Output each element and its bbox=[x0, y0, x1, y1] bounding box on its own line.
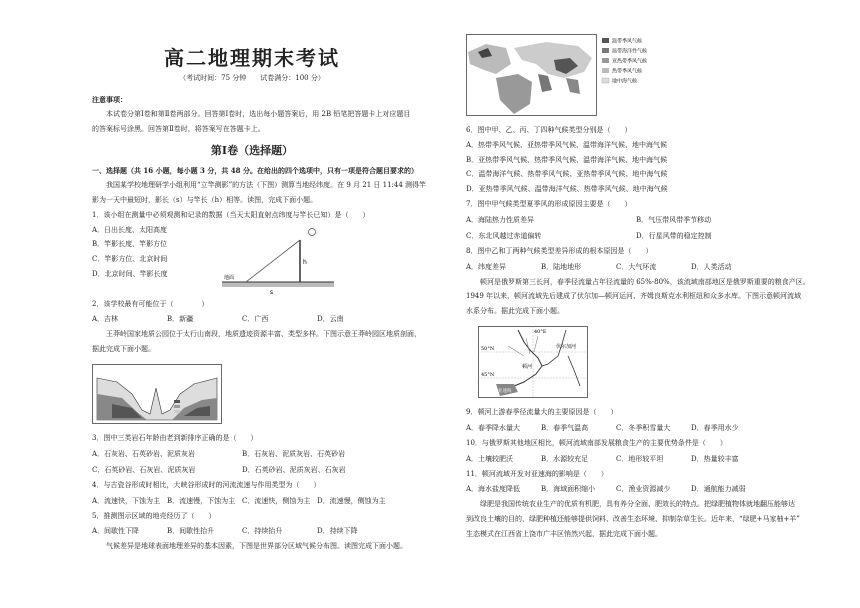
q9-option-a: A．春季降水量大 bbox=[466, 423, 521, 432]
legend-label-1: 温带季风气候 bbox=[612, 38, 643, 45]
q1-option-a: A．日出长度、太阳高度 bbox=[92, 225, 168, 234]
label-s: s bbox=[269, 288, 273, 296]
q1-option-d: D．北京时间、竿影长度 bbox=[92, 269, 168, 278]
legend-swatch-1 bbox=[602, 38, 609, 43]
q5-stem: 5．推测图示区域的地壳经历了（ ） bbox=[92, 511, 216, 520]
q2-options bbox=[92, 314, 412, 324]
q11-option-c: C．渔业资源减少 bbox=[616, 485, 671, 494]
q10-option-c: C．地形较平坦 bbox=[616, 454, 664, 463]
q5-option-d: D．持续下降 bbox=[317, 527, 358, 536]
q11-option-b: B．海域面积缩小 bbox=[541, 485, 596, 494]
q3-option-d: D．石英砂岩、泥质灰岩、石灰岩 bbox=[242, 465, 346, 474]
q11-option-a: A．海水盐度降低 bbox=[466, 485, 521, 494]
q5-options bbox=[92, 526, 412, 536]
q10-stem: 10．与俄罗斯其他地区相比，顿河流域南部发展粮食生产的主要优势条件是（ ） bbox=[466, 438, 727, 447]
don-river-map bbox=[478, 326, 588, 398]
legend-label-5: 地中海气候 bbox=[612, 78, 638, 85]
q6-option-d: D．亚热带季风气候、温带海洋气候、热带季风气候、地中海气候 bbox=[466, 185, 668, 194]
q10-option-d: D．热量较丰富 bbox=[691, 454, 739, 463]
sun-ray bbox=[246, 240, 300, 282]
geologic-profile-figure bbox=[92, 364, 222, 424]
world-climate-map bbox=[466, 34, 676, 116]
q8-option-b: B．陆地地形 bbox=[541, 262, 582, 271]
q4-options bbox=[92, 496, 412, 506]
q8-option-a: A．纬度差异 bbox=[466, 262, 507, 271]
q7-options-row1 bbox=[466, 215, 840, 225]
q3-stem: 3．图中三类岩石年龄由老到新排序正确的是（ ） bbox=[92, 433, 258, 442]
q10-options bbox=[466, 454, 840, 464]
q9-stem: 9．顿河上游春季径流量大的主要原因是（ ） bbox=[466, 407, 618, 416]
passage3: 气候差异是地球表面地理差异的基本因素，下图是世界部分区域气候分布图。读图完成下面小题。 bbox=[106, 542, 407, 551]
passage5-line2: 到改良土壤的目的，绿肥种植还能够提供饲料、改善生态环境、抑制杂草生长。近年来，“绿肥+马家柚+羊” bbox=[466, 515, 800, 524]
q2-stem: 2．该学校最有可能位于（ ） bbox=[92, 299, 209, 308]
q4-option-a: A．流速快，下蚀为主 bbox=[92, 496, 161, 505]
fig4-label-6: 亚速海 bbox=[498, 388, 512, 394]
q5-option-c: C．持续抬升 bbox=[242, 527, 283, 536]
passage1-line1: 我国某学校地理研学小组利用“立竿测影”的方法（下图）测算当地经纬度。在 9 月 21 日 11:44 测得竿 bbox=[106, 181, 427, 190]
legend-label-4: 热带季风气候 bbox=[612, 68, 643, 75]
q10-option-b: B．水源较充足 bbox=[541, 454, 589, 463]
section1-instruction: 一、选择题（共 16 小题，每小题 3 分，共 48 分。在给出的四个选项中，只有一项是符合题目要求的） bbox=[92, 166, 418, 176]
q8-option-c: C．大气环流 bbox=[616, 262, 657, 271]
q10-option-a: A．土壤较肥沃 bbox=[466, 454, 514, 463]
label-h: h bbox=[302, 258, 307, 266]
fig4-label-1: 40°E bbox=[534, 328, 547, 335]
passage2-line1: 王莽岭国家地质公园位于太行山南段，地质遗迹资源丰富、类型多样。下图示意王莽岭园区地质剖面， bbox=[106, 330, 421, 339]
exam-subtitle: （考试时间：75 分钟 试卷满分：100 分） bbox=[179, 74, 325, 82]
q2-option-a: A．吉林 bbox=[92, 315, 119, 324]
q5-option-b: B．间歇性抬升 bbox=[167, 527, 215, 536]
q7-option-a: A．海陆热力性质差异 bbox=[466, 215, 535, 224]
q3-options-row2 bbox=[92, 465, 412, 475]
pole-shadow-figure bbox=[212, 226, 342, 300]
fig4-label-4: 顿河 bbox=[522, 363, 533, 370]
exam-title: 高二地理期末考试 bbox=[164, 46, 340, 70]
q6-option-c: C．温带海洋气候、热带季风气候、亚热带季风气候、地中海气候 bbox=[466, 170, 668, 179]
fig4-label-3: 45°N bbox=[481, 371, 495, 378]
passage5-line3: 生态模式在江西省上饶市广丰区悄然兴起，据此完成下面小题。 bbox=[466, 529, 662, 538]
q8-options bbox=[466, 262, 840, 272]
sun-icon bbox=[308, 228, 315, 235]
q8-stem: 8．图中乙和丁两种气候类型差异形成的根本原因是（ ） bbox=[466, 246, 653, 255]
q4-stem: 4．与古瓷谷形成时相比，大峡谷形成时的河流流速与作用类型为（ ） bbox=[92, 480, 321, 489]
q9-option-c: C．冬季积雪量大 bbox=[616, 423, 671, 432]
q7-option-c: C．东北风越过赤道偏转 bbox=[466, 231, 542, 240]
passage4-line2: 1949 年以来，顿河流域先后建成了伏尔加—顿河运河、齐姆良斯克水利枢纽和众多水库。下图示意顿河流域 bbox=[466, 292, 802, 301]
legend-swatch-3 bbox=[602, 58, 609, 63]
q7-stem: 7．图中甲气候类型夏季风的形成原因主要是（ ） bbox=[466, 199, 632, 208]
passage4-line3: 水系分布。据此完成下面小题。 bbox=[466, 307, 564, 316]
passage1-line2: 影为一天中最短时，影长（s）与竿长（h）相等。读图，完成下面小题。 bbox=[92, 195, 318, 204]
q11-options bbox=[466, 484, 840, 494]
passage2-line2: 据此完成下面小题。 bbox=[92, 345, 155, 354]
q2-option-b: B．新疆 bbox=[167, 315, 194, 324]
q4-option-d: D．流速慢，侧蚀为主 bbox=[317, 496, 386, 505]
passage4-line1: 顿河是俄罗斯第三长河，春季径流量占年径流量的 65%-80%，该流域南部地区是俄罗斯重要的粮食产区。 bbox=[480, 277, 810, 286]
q4-option-b: B．流速慢，下蚀为主 bbox=[167, 496, 236, 505]
notes-text-2: 的答案标号涂黑。回答第Ⅱ卷时，将答案写在答题卡上。 bbox=[92, 124, 265, 133]
fig4-label-2: 50°N bbox=[481, 345, 495, 352]
fig4-label-5: 伏尔加河 bbox=[556, 343, 577, 350]
legend-label-2: 温带海洋性气候 bbox=[612, 48, 648, 55]
q1-option-b: B．竿影长度、竿影方位 bbox=[92, 240, 168, 249]
q1-option-c: C．竿影方位、北京时间 bbox=[92, 255, 168, 264]
q6-stem: 6．图中甲、乙、丙、丁四种气候类型分别是（ ） bbox=[466, 126, 632, 134]
section1-heading: 第Ⅰ卷（选择题） bbox=[210, 144, 294, 158]
notes-text-1: 本试卷分第Ⅰ卷和第Ⅱ卷两部分。回答第Ⅰ卷时，选出每小题答案后，用 2B 铅笔把答题卡上对应题目 bbox=[106, 109, 411, 118]
q3-options-row1 bbox=[92, 449, 412, 459]
q8-option-d: D．人类活动 bbox=[691, 262, 732, 271]
q1-stem: 1．该小组在测量中必须观测和记录的数据（当天太阳直射点纬度与竿长已知）是（ ） bbox=[92, 210, 370, 219]
legend-swatch-4 bbox=[602, 68, 609, 73]
q4-option-c: C．流速快，侧蚀为主 bbox=[242, 496, 311, 505]
ground-strip bbox=[222, 282, 334, 287]
q2-option-d: D．云南 bbox=[317, 315, 344, 324]
legend-swatch-5 bbox=[602, 78, 609, 83]
label-ground: 地面 bbox=[223, 274, 234, 281]
q6-option-b: B．亚热带季风气候、热带季风气候、温带海洋气候、地中海气候 bbox=[466, 155, 668, 164]
passage5-line1: 绿肥是我国传统农业生产的优质有机肥，具有养分全面、肥效长的特点。把绿肥植物体就地翻压能够达 bbox=[480, 500, 795, 509]
q2-option-c: C．广西 bbox=[242, 315, 269, 324]
q7-options-row2 bbox=[466, 231, 840, 241]
q3-option-a: A．石灰岩、石英砂岩、泥质灰岩 bbox=[92, 449, 196, 458]
q9-options bbox=[466, 423, 840, 433]
q7-option-d: D．行星风带的稳定控制 bbox=[636, 231, 712, 240]
q5-option-a: A．间歇性下降 bbox=[92, 527, 140, 536]
q11-option-d: D．通航能力减弱 bbox=[691, 485, 746, 494]
notes-heading: 注意事项： bbox=[92, 95, 127, 104]
q3-option-b: B．石灰岩、泥质灰岩、石英砂岩 bbox=[242, 449, 346, 458]
right-page bbox=[430, 0, 860, 608]
q9-option-b: B．春季气温高 bbox=[541, 423, 589, 432]
q7-option-b: B．气压带风带季节移动 bbox=[636, 215, 712, 224]
q9-option-d: D．春季用水少 bbox=[691, 423, 739, 432]
q3-option-c: C．石英砂岩、石灰岩、泥质灰岩 bbox=[92, 465, 196, 474]
q6-option-a: A．热带季风气候、亚热带季风气候、温带海洋气候、地中海气候 bbox=[466, 140, 668, 149]
legend-swatch-2 bbox=[602, 48, 609, 53]
legend-label-3: 亚热带季风气候 bbox=[612, 58, 648, 65]
q11-stem: 11．顿河流域开发对亚速海的影响是（ ） bbox=[466, 469, 608, 478]
